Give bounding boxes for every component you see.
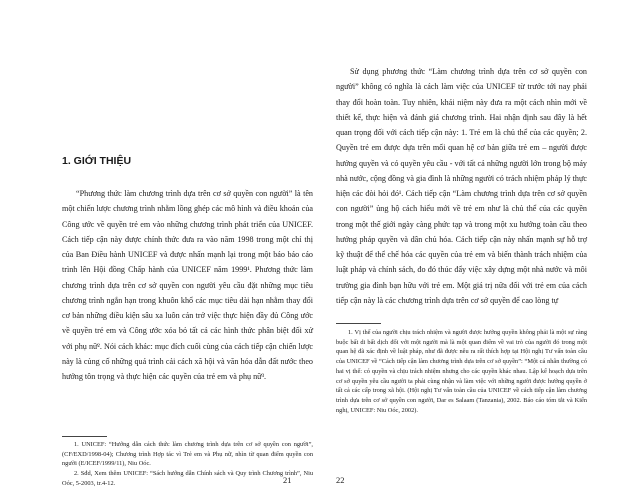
footnote-2: 2. Sđd, Xem thêm UNICEF: “Sách hướng dẫn Chính sách và Quy trình Chương trình”, Niu Oóc, 5-2003, tr.4-12. [62, 470, 313, 487]
right-body-paragraph: Sử dụng phương thức “Làm chương trình dựa trên cơ sở quyền con người” không có nghĩa là cách làm việc của UNICEF từ trước tới nay phải thay đổi hoàn toàn. Tuy nhiên, khái niệm này đưa ra một cách nhìn mới về thiết kế, thực hiện và đánh giá chương trình. Hai nhận định sau đây là hết quan trọng đối với cách tiếp cận này: 1. Trẻ em là chủ thể của các quyền; 2. Quyền trẻ em được dựa trên mối quan hệ cơ bản giữa trẻ em – người được hưởng quyền và có quyền yêu cầu - với tất cả những người lớn trong bộ máy nhà nước, cộng đồng và gia đình là những người có trách nhiệm pháp lý thực hiện các đòi hỏi đó¹. Cách tiếp cận “Làm chương trình dựa trên cơ sở quyền con người” ủng hộ cách hiểu mới về trẻ em như là chủ thể của các quyền trong một thế giới ngày càng phức tạp và trong một xu hướng toàn cầu theo hướng pháp quyền và dân chủ hóa. Cách tiếp cận này nhấn mạnh sự hỗ trợ kỹ thuật để thể chế hóa các quyền của trẻ em và biến thành trách nhiệm của luật pháp và chính sách, đo đó thúc đẩy việc xây dựng một nhà nước và môi trường gia đình bạn hữu với trẻ em. Một giá trị nữa đối với trẻ em của cách tiếp cận này là các chương trình dựa trên cơ sở quyền để cao lòng tự [336, 67, 587, 305]
right-page [319, 0, 638, 493]
right-footnotes [336, 328, 587, 415]
footnote-divider [336, 323, 381, 324]
footnote-1: 1. Vị thế của người chịu trách nhiệm và người được hưởng quyền không phải là một sự ràng buộc bất di bất dịch đối với một người mà là một quan điểm về vai trò của người đó trong một quan hệ đã xác định về luật pháp, như đã được nêu ra rất thích hợp tại Hội nghị Tư vấn toàn cầu của UNICEF về “Cách tiếp cận làm chương trình dựa trên cơ sở quyền”: “Một cá nhân thường có hai vị thế: có quyền và chịu trách nhiệm nhưng cho các quyền khác nhau. Lập kế hoạch dựa trên cơ sở quyền yêu cầu người ta phải cùng nhận và làm việc với những người được hưởng quyền ở tất cả các cấp trong xã hội. (Hội nghị Tư vấn toàn cầu của UNICEF về cách tiếp cận làm chương trình dựa trên cơ sở quyền con người, Dar es Salaam (Tanzania), 2002. Báo cáo tóm tắt và Kiến nghị, UNICEF: Niu Oóc, 2002). [336, 329, 587, 414]
left-body-paragraph: “Phương thức làm chương trình dựa trên cơ sở quyền con người” là tên một chiến lược chương trình nhằm lồng ghép các mô hình và điều khoản của Công ước về quyền trẻ em vào những chương trình phát triển của UNICEF. Cách tiếp cận này được chính thức đưa ra vào năm 1998 trong một chỉ thị của Ban Điều hành UNICEF và được nhấn mạnh lại trong một báo báo cáo trình lên Hội đồng Chấp hành của UNICEF năm 1999¹. Phương thức làm chương trình dựa trên cơ sở quyền con người yêu cầu đặt những mục tiêu chương trình ngắn hạn trong khuôn khổ các mục tiêu dài hạn nhằm thay đổi cơ bản những điều kiện sâu xa luôn cản trở việc thực hiện đầy đủ Công ước về quyền trẻ em và Công ước xóa bỏ tất cả các hình thức phân biệt đối xử với phụ nữ². Nói cách khác: mục đích cuối cùng của cách tiếp cận chiến lược này là củng cố những quá trình cải cách xã hội và văn hóa dẫn đất nước theo hướng tôn trọng và thực hiện các quyền của trẻ em và phụ nữ³. [62, 189, 313, 381]
page-number-left: 21 [283, 475, 292, 485]
page-number-right: 22 [336, 475, 345, 485]
footnote-1: 1. UNICEF: “Hướng dẫn cách thức làm chương trình dựa trên cơ sở quyền con người”, (CF/EXD/1998-04); Chương trình Hợp tác vì Trẻ em và Phụ nữ, nhìn từ quan điểm quyền con người (E/ICEF/1999/11), Niu Oóc. [62, 441, 313, 468]
left-footnotes [62, 440, 313, 489]
section-heading: 1. GIỚI THIỆU [62, 155, 132, 167]
footnote-divider [62, 436, 107, 437]
